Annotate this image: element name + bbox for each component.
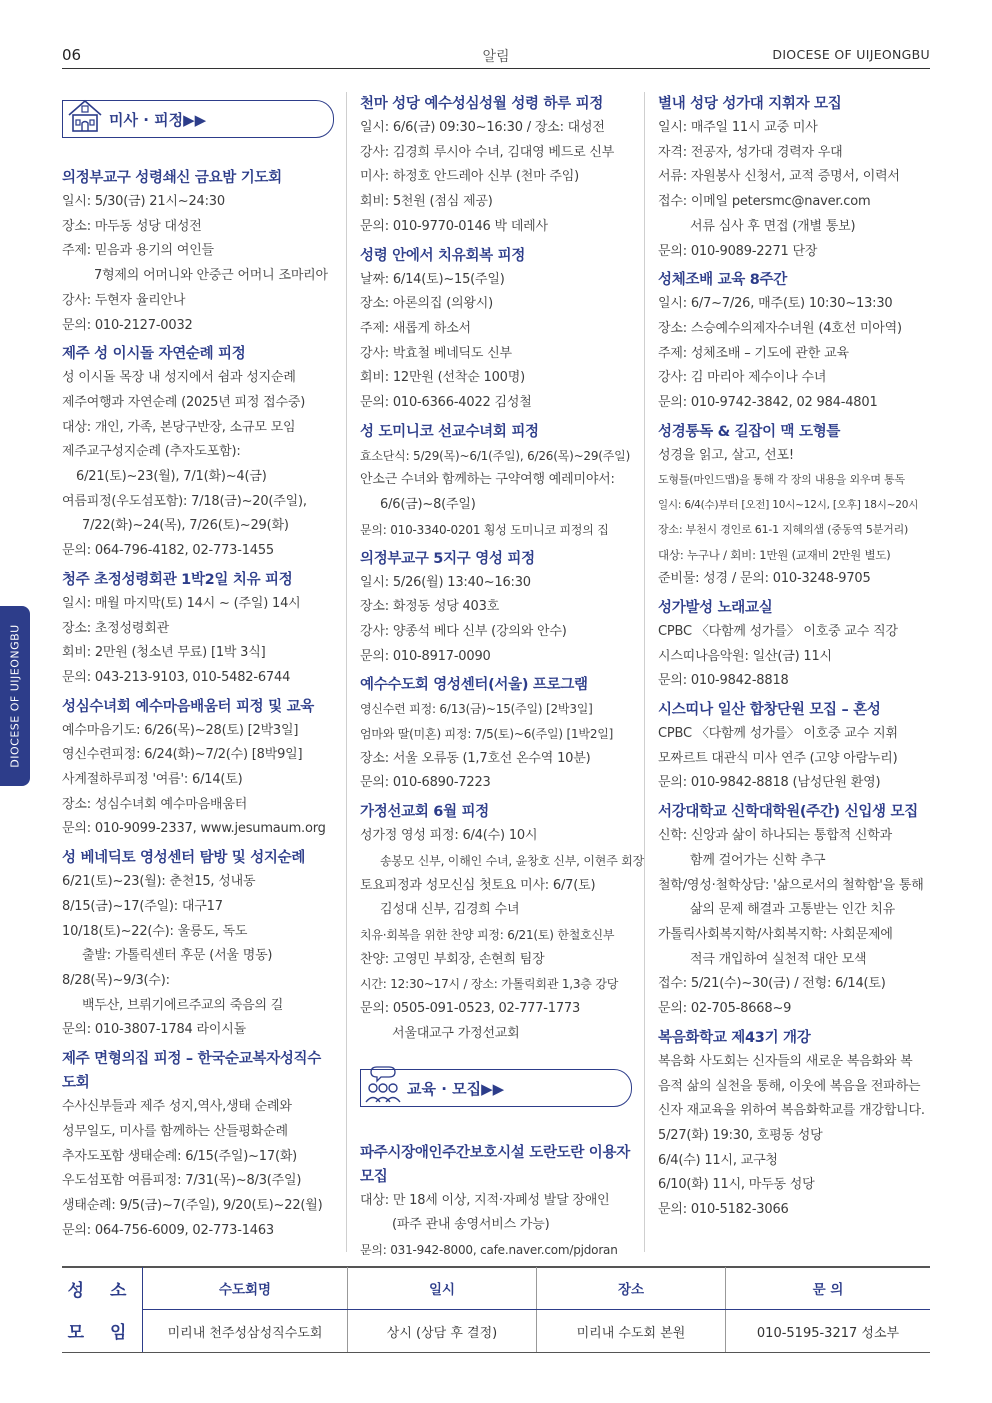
notice-line: 장소: 마두동 성당 대성전 bbox=[62, 218, 202, 234]
notice-line: 문의: 064-796-4182, 02-773-1455 bbox=[62, 543, 275, 559]
notice-line: 시스띠나음악원: 일산(금) 11시 bbox=[658, 648, 832, 664]
notice-line: 문의: 02-705-8668~9 bbox=[658, 1001, 792, 1017]
section-name: 알림 bbox=[482, 49, 510, 65]
column-divider bbox=[346, 92, 347, 1252]
table-label-top: 성 소 bbox=[62, 1267, 143, 1310]
section-header-title: 교육 · 모집▶▶ bbox=[407, 1079, 505, 1098]
people-group-icon bbox=[363, 1064, 403, 1104]
notice-line: 주제: 성체조배 – 기도에 관한 교육 bbox=[658, 345, 849, 361]
notice-line: 문의: 010-6366-4022 김성철 bbox=[360, 395, 532, 411]
notice-line: 엄마와 딸(미혼) 피정: 7/5(토)~6(주일) [1박2일] bbox=[360, 727, 614, 742]
notice-line: CPBC 〈다함께 성가를〉 이호중 교수 지휘 bbox=[658, 726, 898, 742]
notice-title: 성경통독 & 길잡이 맥 도형틀 bbox=[658, 423, 841, 440]
notice-line: 백두산, 브뤼기에르주교의 죽음의 길 bbox=[82, 997, 284, 1013]
notice-section bbox=[360, 1141, 632, 1263]
notice-line: 강사: 김 마리아 제수이나 수녀 bbox=[658, 370, 827, 386]
notice-title: 청주 초정성령회관 1박2일 치유 피정 bbox=[62, 571, 293, 588]
notice-line: 7/22(화)~24(목), 7/26(토)~29(화) bbox=[82, 518, 289, 534]
notice-line: 삶의 문제 해결과 고통받는 인간 치유 bbox=[690, 902, 896, 918]
column-3 bbox=[658, 92, 930, 1227]
notice-line: 자격: 전공자, 성가대 경력자 우대 bbox=[658, 144, 843, 160]
mass-retreat-header bbox=[62, 100, 334, 138]
notice-line: 사계절하루피정 '여름': 6/14(토) bbox=[62, 772, 243, 788]
notice-line: 문의: 064-756-6009, 02-773-1463 bbox=[62, 1222, 275, 1238]
notice-section bbox=[658, 268, 930, 416]
notice-line: 장소: 서울 오류동 (1,7호선 온수역 10분) bbox=[360, 750, 591, 766]
notice-title: 의정부교구 성령쇄신 금요밤 기도회 bbox=[62, 170, 282, 186]
notice-line: CPBC 〈다함께 성가를〉 이호중 교수 직강 bbox=[658, 623, 898, 639]
notice-line: 주제: 믿음과 용기의 여인들 bbox=[62, 243, 214, 259]
notice-line: 강사: 두현자 율리안나 bbox=[62, 292, 186, 308]
notice-line: 성가정 영성 피정: 6/4(수) 10시 bbox=[360, 828, 538, 844]
notice-line: 대상: 만 18세 이상, 지적·자폐성 발달 장애인 bbox=[360, 1192, 610, 1208]
notice-line: 회비: 12만원 (선착순 100명) bbox=[360, 370, 525, 386]
notice-line: 치유·회복을 위한 찬양 피정: 6/21(토) 한철호신부 bbox=[360, 927, 615, 942]
notice-line: 문의: 010-8917-0090 bbox=[360, 648, 491, 664]
notice-line: 시간: 12:30~17시 / 장소: 가톨릭회관 1,3층 강당 bbox=[360, 977, 619, 992]
header-divider bbox=[62, 68, 930, 69]
notice-section bbox=[62, 695, 334, 843]
notice-title: 성체조배 교육 8주간 bbox=[658, 272, 787, 289]
notice-line: 신자 재교육을 위하여 복음화학교를 개강합니다. bbox=[658, 1103, 925, 1119]
notice-line: 대상: 개인, 가족, 본당구반장, 소규모 모임 bbox=[62, 419, 296, 435]
notice-line: 장소: 스승예수의제자수녀원 (4호선 미아역) bbox=[658, 320, 902, 336]
notice-title: 예수수도회 영성센터(서울) 프로그램 bbox=[360, 677, 588, 694]
notice-line: 8/28(목)~9/3(수): bbox=[62, 972, 170, 988]
notice-line: 철학/영성·철학상담: '삶으로서의 철학함'을 통해 bbox=[658, 877, 924, 893]
notice-section bbox=[62, 846, 334, 1043]
notice-section bbox=[360, 244, 632, 416]
notice-line: 일시: 6/4(수)부터 [오전] 10시~12시, [오후] 18시~20시 bbox=[658, 499, 919, 512]
notice-section bbox=[62, 342, 334, 564]
notice-line: (파주 관내 송영서비스 가능) bbox=[392, 1217, 550, 1233]
notice-section bbox=[658, 698, 930, 796]
notice-title: 성심수녀회 예수마음배움터 피정 및 교육 bbox=[62, 698, 315, 715]
notice-line: 문의: 010-9089-2271 단장 bbox=[658, 243, 818, 259]
notice-line: 준비물: 성경 / 문의: 010-3248-9705 bbox=[658, 571, 871, 587]
notice-line: 신학: 신앙과 삶이 하나되는 통합적 신학과 bbox=[658, 828, 892, 844]
notice-line: 문의: 010-9742-3842, 02 984-4801 bbox=[658, 395, 878, 411]
notice-line: 장소: 화정동 성당 403호 bbox=[360, 599, 500, 615]
notice-line: 성경을 읽고, 살고, 선포! bbox=[658, 447, 794, 463]
notice-line: 함께 걸어가는 신학 추구 bbox=[690, 852, 826, 868]
notice-line: 6/10(화) 11시, 마두동 성당 bbox=[658, 1177, 815, 1193]
notice-title: 복음화학교 제43기 개강 bbox=[658, 1029, 811, 1046]
notice-line: 10/18(토)~22(수): 울릉도, 독도 bbox=[62, 923, 248, 939]
notice-section bbox=[658, 596, 930, 694]
notice-line: 주제: 새롭게 하소서 bbox=[360, 320, 471, 336]
table-header-row bbox=[62, 1267, 930, 1310]
notice-line: 장소: 부천시 경인로 61-1 지혜의샘 (중동역 5분거리) bbox=[658, 522, 909, 536]
notice-title: 의정부교구 5지구 영성 피정 bbox=[360, 550, 535, 567]
notice-section bbox=[658, 420, 930, 592]
notice-line: 성무일도, 미사를 함께하는 산들평화순례 bbox=[62, 1123, 288, 1139]
notice-line: 일시: 매월 마지막(토) 14시 ~ (주일) 14시 bbox=[62, 595, 301, 611]
notice-line: 우도섬포함 여름피정: 7/31(목)~8/3(주일) bbox=[62, 1173, 302, 1189]
notice-section bbox=[360, 547, 632, 670]
table-cell: 미리내 수도회 본원 bbox=[537, 1310, 726, 1353]
notice-line: 6/6(금)~8(주일) bbox=[380, 497, 476, 513]
notice-line: 대상: 누구나 / 회비: 1만원 (교재비 2만원 별도) bbox=[658, 547, 891, 562]
page-number: 06 bbox=[62, 46, 82, 64]
notice-line: 여름피정(우도섬포함): 7/18(금)~20(주일), bbox=[62, 493, 307, 509]
notice-line: 문의: 010-9842-8818 (남성단원 환영) bbox=[658, 775, 881, 791]
notice-line: 서류 심사 후 면접 (개별 통보) bbox=[690, 218, 856, 234]
notice-line: 예수마음기도: 6/26(목)~28(토) [2박3일] bbox=[62, 722, 299, 738]
vocation-meeting-table bbox=[62, 1267, 930, 1353]
notice-line: 문의: 010-3807-1784 라이시돌 bbox=[62, 1022, 246, 1038]
notice-line: 영신수련 피정: 6/13(금)~15(주일) [2박3일] bbox=[360, 702, 593, 717]
notice-line: 접수: 5/21(수)~30(금) / 전형: 6/14(토) bbox=[658, 976, 886, 992]
notice-line: 8/15(금)~17(주일): 대구17 bbox=[62, 898, 223, 914]
notice-line: 모짜르트 대관식 미사 연주 (고양 아람누리) bbox=[658, 750, 898, 766]
table-cell: 미리내 천주성삼성직수도회 bbox=[143, 1310, 348, 1353]
column-2 bbox=[360, 92, 644, 1267]
notice-line: 5/27(화) 19:30, 호평동 성당 bbox=[658, 1127, 823, 1143]
notice-line: 문의: 010-9842-8818 bbox=[658, 673, 789, 689]
notice-line: 문의: 010-9770-0146 박 데레사 bbox=[360, 218, 548, 234]
notice-title: 제주 면형의집 피정 – 한국순교복자성직수도회 bbox=[62, 1051, 321, 1092]
notice-line: 영신수련피정: 6/24(화)~7/2(수) [8박9일] bbox=[62, 747, 303, 763]
notice-line: 문의: 010-2127-0032 bbox=[62, 317, 193, 333]
notice-line: 수사신부들과 제주 성지,역사,생태 순례와 bbox=[62, 1099, 292, 1115]
notice-title: 성가발성 노래교실 bbox=[658, 599, 773, 616]
notice-line: 접수: 이메일 petersmc@naver.com bbox=[658, 194, 871, 210]
notice-line: 일시: 매주일 11시 교중 미사 bbox=[658, 120, 818, 135]
table-row bbox=[62, 1310, 930, 1353]
notice-line: 문의: 010-6890-7223 bbox=[360, 775, 491, 791]
column-header: 수도회명 bbox=[143, 1267, 348, 1310]
notice-title: 성 도미니코 선교수녀회 피정 bbox=[360, 423, 539, 440]
notice-title: 가정선교회 6월 피정 bbox=[360, 804, 489, 821]
notice-section bbox=[360, 92, 632, 240]
notice-line: 추자도포함 생태순례: 6/15(주일)~17(화) bbox=[62, 1148, 298, 1164]
notice-line: 문의: 010-9099-2337, www.jesumaum.org bbox=[62, 821, 326, 837]
notice-title: 별내 성당 성가대 지휘자 모집 bbox=[658, 96, 842, 112]
notice-line: 일시: 5/26(월) 13:40~16:30 bbox=[360, 574, 531, 590]
notice-section bbox=[658, 92, 930, 264]
notice-title: 서강대학교 신학대학원(주간) 신입생 모집 bbox=[658, 804, 918, 821]
notice-line: 제주여행과 자연순례 (2025년 피정 접수중) bbox=[62, 394, 306, 410]
notice-line: 서울대교구 가정선교회 bbox=[392, 1025, 520, 1041]
notice-title: 파주시장애인주간보호시설 도란도란 이용자 모집 bbox=[360, 1144, 630, 1185]
notice-line: 날짜: 6/14(토)~15(주일) bbox=[360, 271, 505, 287]
notice-line: 문의: 043-213-9103, 010-5482-6744 bbox=[62, 669, 291, 685]
column-1 bbox=[62, 92, 334, 1247]
notice-line: 7형제의 어머니와 안중근 어머니 조마리아 bbox=[94, 268, 328, 284]
notice-title: 성령 안에서 치유회복 피정 bbox=[360, 247, 526, 264]
notice-line: 6/4(수) 11시, 교구청 bbox=[658, 1152, 778, 1168]
notice-line: 출발: 가톨릭센터 후문 (서울 명동) bbox=[82, 948, 273, 964]
notice-line: 장소: 초정성령회관 bbox=[62, 620, 169, 636]
notice-line: 6/21(토)~23(월), 7/1(화)~4(금) bbox=[76, 469, 267, 485]
notice-line: 일시: 5/30(금) 21시~24:30 bbox=[62, 194, 225, 209]
church-icon bbox=[65, 95, 105, 135]
organization-name: DIOCESE OF UIJEONGBU bbox=[772, 47, 930, 62]
notice-line: 서류: 자원봉사 신청서, 교적 증명서, 이력서 bbox=[658, 169, 900, 185]
notice-section bbox=[62, 1047, 334, 1243]
notice-line: 미사: 하정호 안드레아 신부 (천마 주임) bbox=[360, 169, 579, 185]
notice-title: 성 베네딕토 영성센터 탐방 및 성지순례 bbox=[62, 850, 306, 867]
notice-line: 문의: 0505-091-0523, 02-777-1773 bbox=[360, 1001, 581, 1017]
notice-line: 성 이시돌 목장 내 성지에서 쉼과 성지순례 bbox=[62, 370, 296, 386]
notice-line: 강사: 양종석 베다 신부 (강의와 안수) bbox=[360, 623, 567, 639]
page-header bbox=[62, 44, 930, 66]
notice-line: 일시: 6/6(금) 09:30~16:30 / 장소: 대성전 bbox=[360, 120, 605, 135]
notice-title: 시스띠나 일산 합창단원 모집 – 혼성 bbox=[658, 702, 881, 719]
column-header: 일시 bbox=[348, 1267, 537, 1310]
section-header-title: 미사 · 피정▶▶ bbox=[109, 111, 207, 129]
column-divider bbox=[644, 92, 645, 1252]
notice-section bbox=[360, 420, 632, 543]
notice-line: 가톨릭사회복지학/사회복지학: 사회문제에 bbox=[658, 926, 893, 942]
notice-line: 강사: 김경희 루시아 수녀, 김대영 베드로 신부 bbox=[360, 144, 615, 160]
notice-line: 송봉모 신부, 이해인 수녀, 윤창호 신부, 이현주 회장 bbox=[380, 853, 644, 868]
notice-line: 장소: 아론의집 (의왕시) bbox=[360, 296, 494, 312]
notice-line: 복음화 사도회는 신자들의 새로운 복음화와 복 bbox=[658, 1053, 913, 1069]
side-tab: DIOCESE OF UIJEONGBU bbox=[0, 606, 30, 786]
notice-section bbox=[62, 166, 334, 338]
notice-title: 천마 성당 예수성심성월 성령 하루 피정 bbox=[360, 96, 604, 112]
notice-line: 도형틀(마인드맵)을 통해 각 장의 내용을 외우며 통독 bbox=[658, 473, 905, 487]
notice-section bbox=[62, 568, 334, 691]
notice-section bbox=[360, 800, 644, 1046]
table-cell: 상시 (상담 후 결정) bbox=[348, 1310, 537, 1353]
notice-section bbox=[360, 673, 632, 796]
notice-line: 찬양: 고영민 부회장, 손현희 팀장 bbox=[360, 951, 545, 967]
column-header: 장소 bbox=[537, 1267, 726, 1310]
notice-line: 문의: 010-5182-3066 bbox=[658, 1202, 789, 1218]
notice-line: 문의: 010-3340-0201 횡성 도미니코 피정의 집 bbox=[360, 522, 609, 537]
notice-section bbox=[658, 1026, 930, 1223]
notice-title: 제주 성 이시돌 자연순례 피정 bbox=[62, 346, 246, 363]
notice-line: 적극 개입하여 실천적 대안 모색 bbox=[690, 951, 867, 967]
notice-line: 효소단식: 5/29(목)~6/1(주일), 6/26(목)~29(주일) bbox=[360, 448, 631, 463]
notice-line: 생태순례: 9/5(금)~7(주일), 9/20(토)~22(월) bbox=[62, 1197, 323, 1213]
notice-line: 회비: 2만원 (청소년 무료) [1박 3식] bbox=[62, 645, 266, 661]
notice-line: 일시: 6/7~7/26, 매주(토) 10:30~13:30 bbox=[658, 296, 893, 312]
notice-line: 제주교구성지순례 (추자도포함): bbox=[62, 444, 241, 460]
table-label-bottom: 모 임 bbox=[62, 1310, 143, 1353]
notice-line: 장소: 성심수녀회 예수마음배움터 bbox=[62, 796, 248, 812]
notice-line: 회비: 5천원 (점심 제공) bbox=[360, 194, 493, 210]
notice-line: 강사: 박효철 베네딕도 신부 bbox=[360, 345, 512, 361]
education-recruit-header bbox=[360, 1069, 632, 1107]
notice-line: 김성대 신부, 김경희 수녀 bbox=[380, 902, 520, 918]
column-header: 문 의 bbox=[726, 1267, 931, 1310]
notice-line: 음적 삶의 실천을 통해, 이웃에 복음을 전파하는 bbox=[658, 1078, 921, 1094]
notice-line: 안소근 수녀와 함께하는 구약여행 예레미야서: bbox=[360, 472, 615, 488]
notice-line: 6/21(토)~23(월): 춘천15, 성내동 bbox=[62, 874, 256, 890]
table-cell: 010-5195-3217 성소부 bbox=[726, 1310, 931, 1353]
notice-line: 문의: 031-942-8000, cafe.naver.com/pjdoran bbox=[360, 1242, 618, 1257]
notice-line: 토요피정과 성모신심 첫토요 미사: 6/7(토) bbox=[360, 877, 596, 893]
notice-section bbox=[658, 800, 930, 1022]
